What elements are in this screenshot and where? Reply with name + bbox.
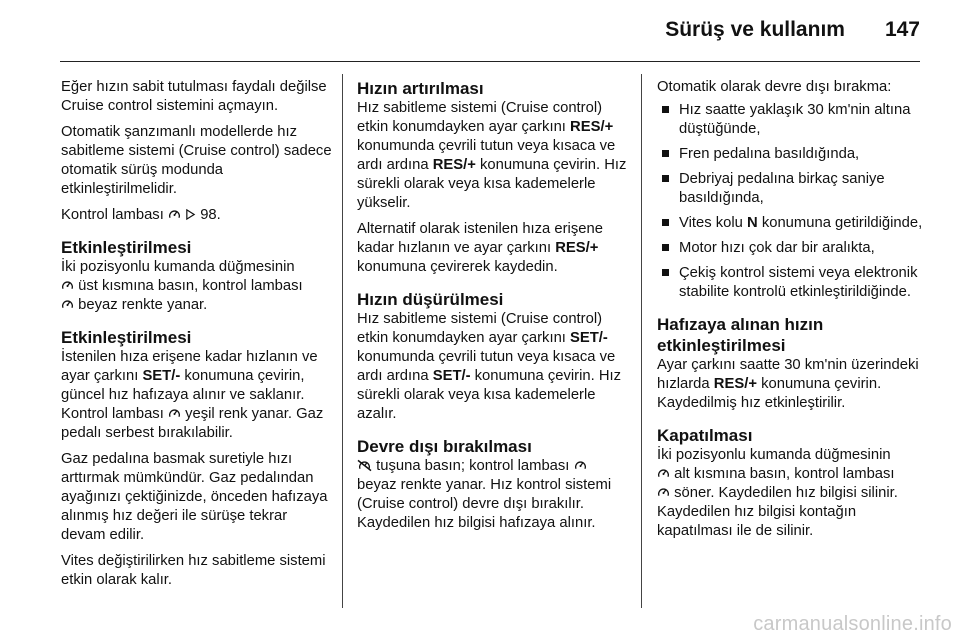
paragraph: Alternatif olarak istenilen hıza erişene kadar hızlanın ve ayar çarkını RES/+ konumuna çevirerek kaydedin. [357,221,603,275]
page-number: 147 [884,18,920,41]
paragraph: tuşuna basın; kontrol lambası beyaz renkte yanar. Hız kontrol sistemi (Cruise control) devre dışı bırakılır. Kaydedilen hız bilgisi hafızaya alınır. [357,458,612,531]
cruise-control-icon [61,298,74,311]
list-item: Fren pedalına basıldığında, [657,145,932,164]
cruise-control-icon [61,279,74,292]
list-item: Çekiş kontrol sistemi veya elektronik stabilite kontrolü etkinleştirildiğinde. [657,264,932,302]
paragraph: Hız sabitleme sistemi (Cruise control) etkin konumdayken ayar çarkını RES/+ konumunda çevrili tutun veya kısaca ve ardı ardına RES/+ konumuna çevirin. Hız sürekli olarak veya kısa kademelerle yükselir. [357,100,627,211]
column-3 [657,78,932,548]
section-heading: Hızın düşürülmesi [357,290,504,309]
page-title: Sürüş ve kullanım [665,18,845,41]
list-item: Debriyaj pedalına birkaç saniye basıldığında, [657,170,932,208]
section-heading: Hafızaya alınan hızın etkinleştirilmesi [657,315,824,355]
column-divider-2 [641,74,642,608]
paragraph: Otomatik olarak devre dışı bırakma: [657,79,892,95]
cruise-control-icon [168,407,181,420]
header-divider [60,61,920,62]
page-header [665,18,920,42]
cruise-control-icon [574,459,587,472]
page-reference: 98. [200,207,221,223]
paragraph: İki pozisyonlu kumanda düğmesinin üst kısmına basın, kontrol lambası beyaz renkte yanar. [61,259,303,313]
cruise-control-icon [657,467,670,480]
section-heading: Hızın artırılması [357,79,484,98]
paragraph: İki pozisyonlu kumanda düğmesinin alt kısmına basın, kontrol lambası söner. Kaydedilen hız bilgisi silinir. Kaydedilen hız bilgisi kontağın kapatılması ile de silinir. [657,447,898,539]
section-heading: Devre dışı bırakılması [357,437,532,456]
column-2 [357,78,629,540]
page-reference-arrow-icon [185,208,196,221]
paragraph: Gaz pedalına basmak suretiyle hızı arttırmak mümkündür. Gaz pedalından ayağınızı çektiğinizde, önceden hafızaya alınmış hız değeri ile sürüşe tekrar devam edilir. [61,451,328,543]
paragraph: Kontrol lambası 98. [61,207,221,223]
cruise-control-icon [657,486,670,499]
cruise-off-button-icon [357,459,372,472]
paragraph: Ayar çarkını saatte 30 km'nin üzerindeki hızlarda RES/+ konumuna çevirin. Kaydedilmiş hız etkinleştirilir. [657,357,919,411]
section-heading: Kapatılması [657,426,753,445]
column-1 [61,78,333,597]
list-item: Motor hızı çok dar bir aralıkta, [657,239,932,258]
paragraph: Vites değiştirilirken hız sabitleme sistemi etkin olarak kalır. [61,553,326,588]
paragraph: İstenilen hıza erişene kadar hızlanın ve ayar çarkını SET/- konumuna çevirin, güncel hız hafızaya alınır ve saklanır. Kontrol lambası yeşil renk yanar. Gaz pedalı serbest bırakılabilir. [61,349,324,441]
paragraph: Otomatik şanzımanlı modellerde hız sabitleme sistemi (Cruise control) sadece otomatik sürüş modunda etkinleştirilmelidir. [61,124,332,197]
section-heading: Etkinleştirilmesi [61,328,192,347]
section-heading: Etkinleştirilmesi [61,238,192,257]
deactivation-list [657,101,932,302]
list-item: Vites kolu N konumuna getirildiğinde, [657,214,932,233]
column-divider-1 [342,74,343,608]
cruise-control-icon [168,208,181,221]
paragraph: Eğer hızın sabit tutulması faydalı değilse Cruise control sistemini açmayın. [61,79,327,114]
watermark: carmanualsonline.info [753,613,952,635]
list-item: Hız saatte yaklaşık 30 km'nin altına düştüğünde, [657,101,932,139]
paragraph: Hız sabitleme sistemi (Cruise control) etkin konumdayken ayar çarkını SET/- konumunda çevrili tutun veya kısaca ve ardı ardına SET/- konumuna çevirin. Hız sürekli olarak veya kısa kademelerle azalır. [357,311,622,422]
